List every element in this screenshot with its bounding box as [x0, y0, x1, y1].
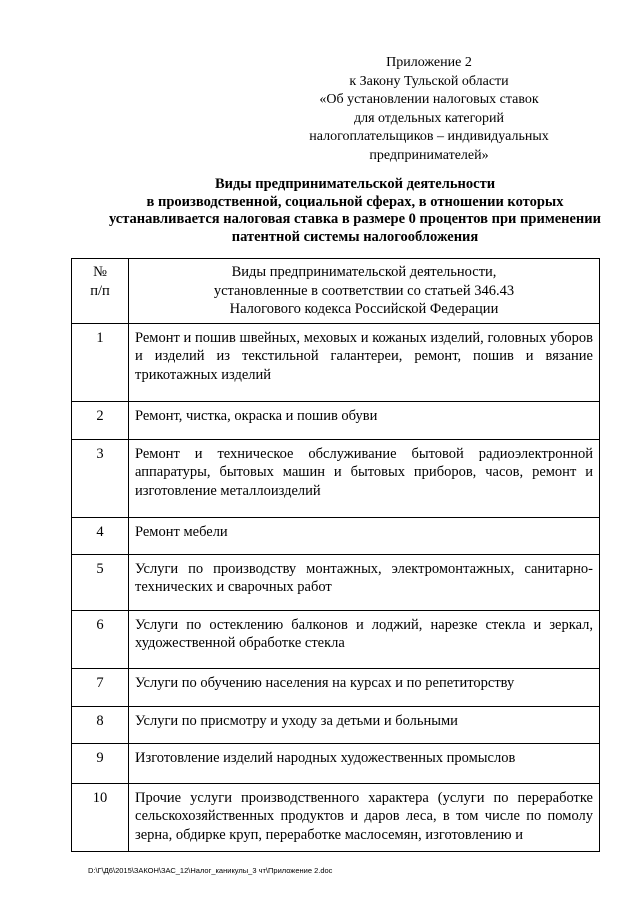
header-activity-cell: [129, 259, 600, 324]
appendix-line: предпринимателей»: [369, 147, 489, 163]
row-activity: Ремонт, чистка, окраска и пошив обуви: [129, 401, 600, 439]
row-activity: Услуги по присмотру и уходу за детьми и больными: [129, 706, 600, 743]
row-activity: Ремонт и техническое обслуживание бытовой радиоэлектронной аппаратуры, бытовых машин и бытовых приборов, часов, ремонт и изготовление металлоизделий: [129, 439, 600, 517]
title-line: в производственной, социальной сферах, в отношении которых: [146, 193, 564, 210]
header-activity-line: Виды предпринимательской деятельности,: [231, 264, 497, 280]
table-row: [72, 610, 600, 668]
title-line: Виды предпринимательской деятельности: [214, 176, 496, 192]
activities-table: [71, 258, 600, 852]
table-row: [72, 554, 600, 610]
header-number-cell: [72, 259, 129, 324]
header-activity-line: установленные в соответствии со статьей 346.43: [213, 282, 515, 299]
row-activity: Ремонт и пошив швейных, меховых и кожаных изделий, головных уборов и изделий из текстильной галантереи, ремонт, пошив и вязание трикотажных изделий: [129, 323, 600, 401]
row-number: 2: [72, 401, 129, 439]
row-number: 7: [72, 668, 129, 706]
title-line: устанавливается налоговая ставка в размере 0 процентов при применении: [109, 211, 601, 227]
table-row: [72, 743, 600, 783]
table-row: [72, 439, 600, 517]
table-row: [72, 323, 600, 401]
row-number: 4: [72, 517, 129, 554]
appendix-line: Приложение 2: [386, 55, 472, 70]
row-number: 9: [72, 743, 129, 783]
row-number: 8: [72, 706, 129, 743]
header-activity-line: Налогового кодекса Российской Федерации: [229, 301, 499, 317]
row-activity: Услуги по обучению населения на курсах и по репетиторству: [129, 668, 600, 706]
row-number: 5: [72, 554, 129, 610]
header-number-line: №: [93, 264, 107, 280]
row-activity: Изготовление изделий народных художественных промыслов: [129, 743, 600, 783]
appendix-line: «Об установлении налоговых ставок: [319, 92, 539, 107]
appendix-header: [300, 54, 558, 165]
row-number: 1: [72, 323, 129, 401]
header-number-line: п/п: [90, 282, 110, 299]
file-path-footer: D:\Г\Д6\2015\ЗАКОН\ЗАС_12\Налог_каникулы_3 чт\Приложение 2.doc: [88, 866, 333, 875]
appendix-line: налогоплательщиков – индивидуальных: [309, 129, 549, 144]
appendix-line: к Закону Тульской области: [349, 73, 509, 89]
row-activity: Прочие услуги производственного характера (услуги по переработке сельскохозяйственных продуктов и даров леса, в том числе по помолу зерна, обдирке круп, переработке маслосемян, изготовлению и: [129, 783, 600, 851]
row-activity: Ремонт мебели: [129, 517, 600, 554]
document-title: [70, 176, 640, 246]
row-number: 6: [72, 610, 129, 668]
row-activity: Услуги по остеклению балконов и лоджий, нарезке стекла и зеркал, художественной обработке стекла: [129, 610, 600, 668]
row-number: 3: [72, 439, 129, 517]
table-row: [72, 706, 600, 743]
table-row: [72, 517, 600, 554]
row-activity: Услуги по производству монтажных, электромонтажных, санитарно-технических и сварочных работ: [129, 554, 600, 610]
row-number: 10: [72, 783, 129, 851]
table-row: [72, 401, 600, 439]
table-row: [72, 783, 600, 851]
title-line: патентной системы налогообложения: [231, 228, 479, 245]
table-row: [72, 668, 600, 706]
appendix-line: для отдельных категорий: [353, 110, 505, 126]
table-header-row: [72, 259, 600, 324]
